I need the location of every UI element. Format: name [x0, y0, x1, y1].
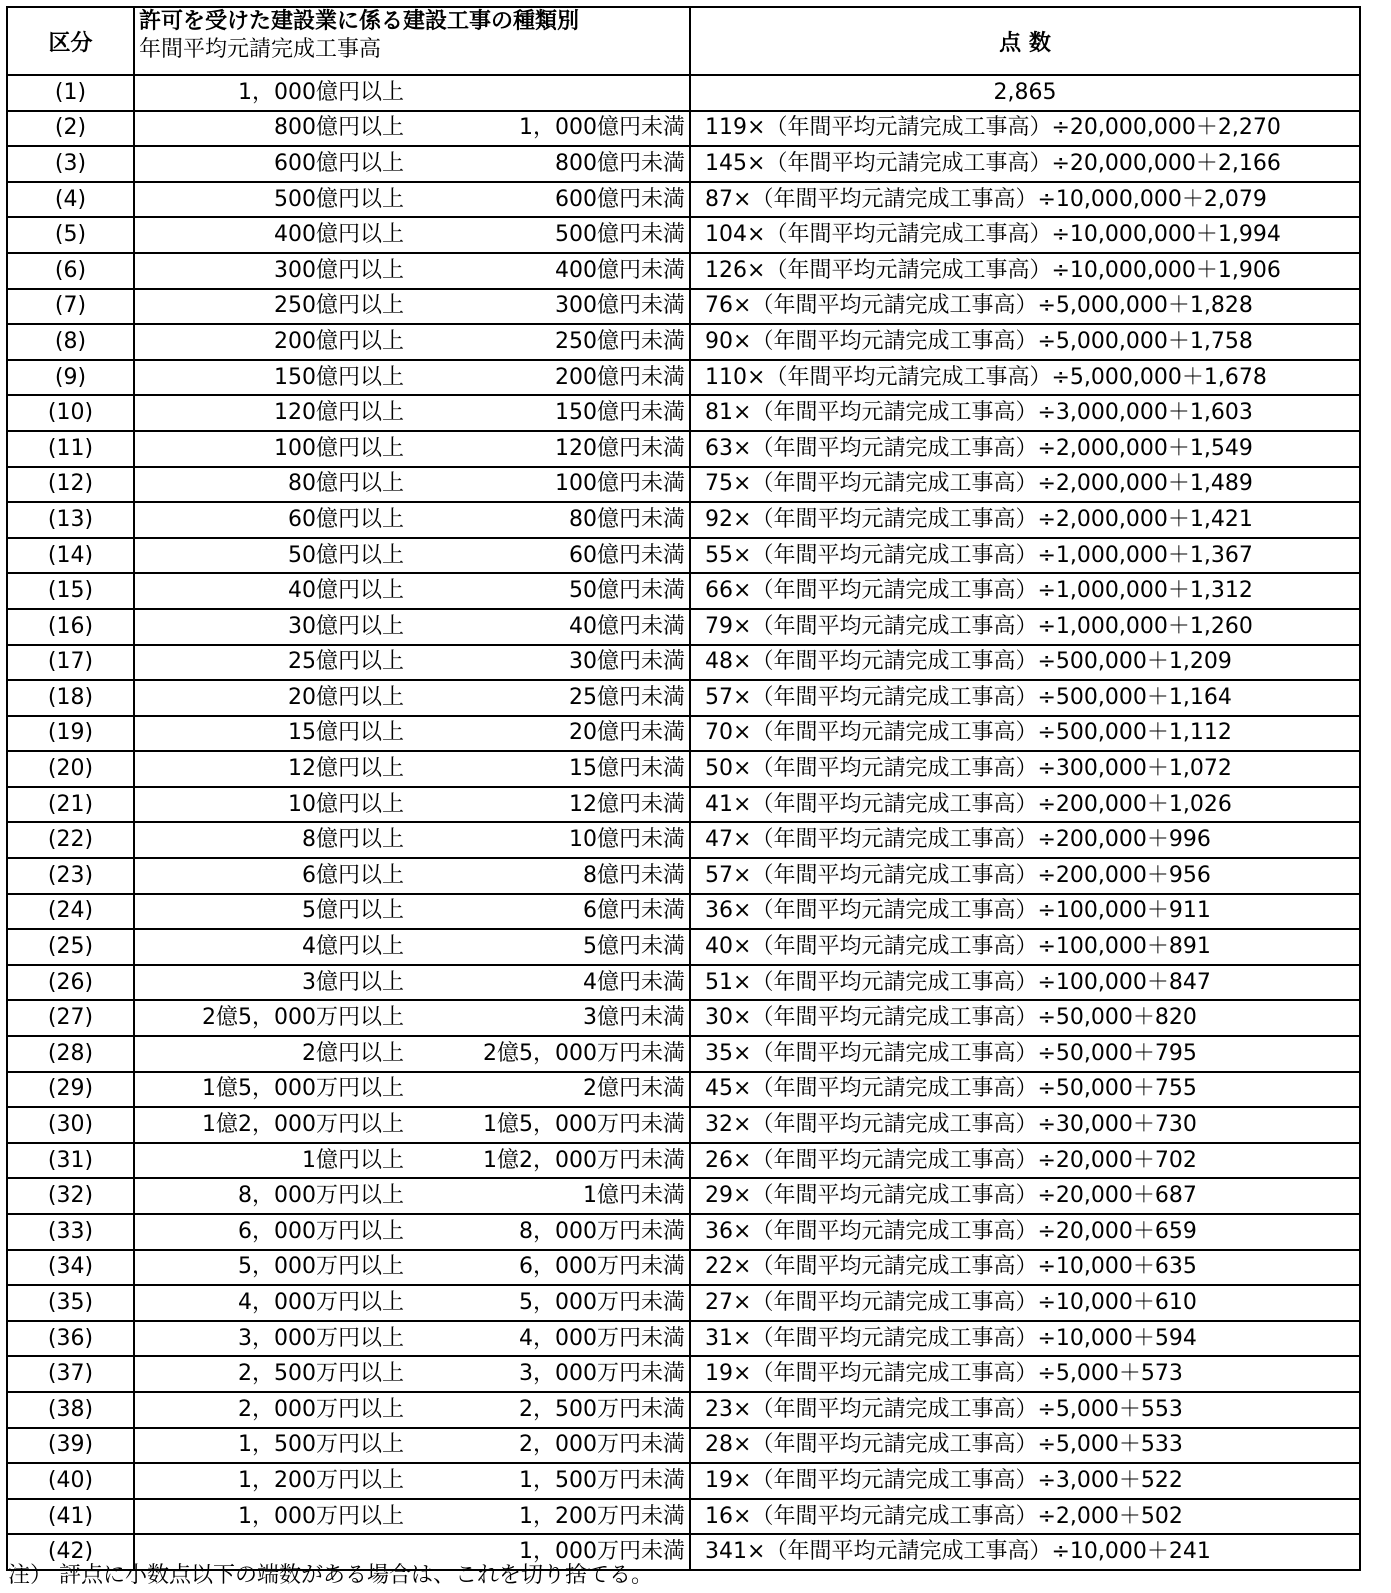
row-upper-bound: 100億円未満: [410, 467, 690, 503]
row-upper-bound: 3億円未満: [410, 1000, 690, 1036]
row-score-formula: 23×（年間平均元請完成工事高）÷5,000＋553: [690, 1392, 1360, 1428]
row-category-number: (32): [7, 1178, 134, 1214]
table-row: [7, 645, 1360, 681]
table-row: [7, 716, 1360, 752]
row-score-formula: 29×（年間平均元請完成工事高）÷20,000＋687: [690, 1178, 1360, 1214]
row-upper-bound: 1億2，000万円未満: [410, 1143, 690, 1179]
row-upper-bound: 600億円未満: [410, 182, 690, 218]
table-row: [7, 253, 1360, 289]
row-lower-bound: 12億円以上: [134, 751, 410, 787]
row-score-formula: 63×（年間平均元請完成工事高）÷2,000,000＋1,549: [690, 431, 1360, 467]
table-row: [7, 680, 1360, 716]
row-category-number: (5): [7, 217, 134, 253]
row-lower-bound: 1，000億円以上: [134, 75, 410, 111]
row-category-number: (1): [7, 75, 134, 111]
row-lower-bound: 3，000万円以上: [134, 1321, 410, 1357]
table-row: [7, 395, 1360, 431]
row-lower-bound: 10億円以上: [134, 787, 410, 823]
row-upper-bound: 150億円未満: [410, 395, 690, 431]
row-upper-bound: 800億円未満: [410, 146, 690, 182]
table-row: [7, 1463, 1360, 1499]
row-lower-bound: 500億円以上: [134, 182, 410, 218]
row-lower-bound: 25億円以上: [134, 645, 410, 681]
row-upper-bound: 300億円未満: [410, 289, 690, 325]
row-upper-bound: 6，000万円未満: [410, 1250, 690, 1286]
row-lower-bound: 80億円以上: [134, 467, 410, 503]
row-score-formula: 45×（年間平均元請完成工事高）÷50,000＋755: [690, 1072, 1360, 1108]
row-score-formula: 36×（年間平均元請完成工事高）÷20,000＋659: [690, 1214, 1360, 1250]
row-lower-bound: 2，500万円以上: [134, 1356, 410, 1392]
row-score-formula: 57×（年間平均元請完成工事高）÷200,000＋956: [690, 858, 1360, 894]
row-lower-bound: 120億円以上: [134, 395, 410, 431]
row-lower-bound: 60億円以上: [134, 502, 410, 538]
row-upper-bound: 80億円未満: [410, 502, 690, 538]
row-lower-bound: 1億5，000万円以上: [134, 1072, 410, 1108]
row-lower-bound: 3億円以上: [134, 965, 410, 1001]
table-row: [7, 858, 1360, 894]
row-score-formula: 41×（年間平均元請完成工事高）÷200,000＋1,026: [690, 787, 1360, 823]
row-lower-bound: 1億円以上: [134, 1143, 410, 1179]
row-lower-bound: 30億円以上: [134, 609, 410, 645]
row-lower-bound: 40億円以上: [134, 573, 410, 609]
row-category-number: (35): [7, 1285, 134, 1321]
header-score: 点 数: [690, 7, 1360, 75]
row-upper-bound: 20億円未満: [410, 716, 690, 752]
row-category-number: (7): [7, 289, 134, 325]
table-row: [7, 751, 1360, 787]
row-score-formula: 110×（年間平均元請完成工事高）÷5,000,000＋1,678: [690, 360, 1360, 396]
row-upper-bound: 15億円未満: [410, 751, 690, 787]
row-category-number: (34): [7, 1250, 134, 1286]
row-lower-bound: 4，000万円以上: [134, 1285, 410, 1321]
row-category-number: (37): [7, 1356, 134, 1392]
table-row: [7, 324, 1360, 360]
row-category-number: (23): [7, 858, 134, 894]
row-upper-bound: 12億円未満: [410, 787, 690, 823]
row-score-formula: 66×（年間平均元請完成工事高）÷1,000,000＋1,312: [690, 573, 1360, 609]
row-category-number: (31): [7, 1143, 134, 1179]
row-category-number: (28): [7, 1036, 134, 1072]
row-lower-bound: 6億円以上: [134, 858, 410, 894]
table-row: [7, 1250, 1360, 1286]
row-upper-bound: 60億円未満: [410, 538, 690, 574]
row-lower-bound: 250億円以上: [134, 289, 410, 325]
row-upper-bound: 40億円未満: [410, 609, 690, 645]
table-row: [7, 467, 1360, 503]
row-upper-bound: 50億円未満: [410, 573, 690, 609]
row-lower-bound: 1，500万円以上: [134, 1428, 410, 1464]
row-score-formula: 36×（年間平均元請完成工事高）÷100,000＋911: [690, 894, 1360, 930]
row-score-formula: 22×（年間平均元請完成工事高）÷10,000＋635: [690, 1250, 1360, 1286]
row-score-formula: 55×（年間平均元請完成工事高）÷1,000,000＋1,367: [690, 538, 1360, 574]
table-row: [7, 965, 1360, 1001]
row-upper-bound: 2，000万円未満: [410, 1428, 690, 1464]
row-category-number: (12): [7, 467, 134, 503]
row-upper-bound: 1億円未満: [410, 1178, 690, 1214]
row-lower-bound: 4億円以上: [134, 929, 410, 965]
row-category-number: (14): [7, 538, 134, 574]
row-lower-bound: 600億円以上: [134, 146, 410, 182]
row-category-number: (40): [7, 1463, 134, 1499]
row-score-formula: 76×（年間平均元請完成工事高）÷5,000,000＋1,828: [690, 289, 1360, 325]
row-upper-bound: 2，500万円未満: [410, 1392, 690, 1428]
table-row: [7, 1285, 1360, 1321]
row-score-formula: 27×（年間平均元請完成工事高）÷10,000＋610: [690, 1285, 1360, 1321]
row-score-formula: 28×（年間平均元請完成工事高）÷5,000＋533: [690, 1428, 1360, 1464]
table-row: [7, 1178, 1360, 1214]
row-category-number: (16): [7, 609, 134, 645]
header-sales-range: [134, 7, 690, 75]
row-score-formula: 341×（年間平均元請完成工事高）÷10,000＋241: [690, 1534, 1360, 1570]
row-upper-bound: [410, 75, 690, 111]
table-row: [7, 1392, 1360, 1428]
row-score-formula: 19×（年間平均元請完成工事高）÷5,000＋573: [690, 1356, 1360, 1392]
row-score-formula: 32×（年間平均元請完成工事高）÷30,000＋730: [690, 1107, 1360, 1143]
header-category: 区分: [7, 7, 134, 75]
row-category-number: (42): [7, 1534, 134, 1570]
row-score-formula: 79×（年間平均元請完成工事高）÷1,000,000＋1,260: [690, 609, 1360, 645]
table-row: [7, 75, 1360, 111]
table-row: [7, 1000, 1360, 1036]
table-row: [7, 360, 1360, 396]
row-score-formula: 47×（年間平均元請完成工事高）÷200,000＋996: [690, 822, 1360, 858]
table-row: [7, 1428, 1360, 1464]
row-upper-bound: 1，500万円未満: [410, 1463, 690, 1499]
table-row: [7, 1036, 1360, 1072]
row-score-formula: 35×（年間平均元請完成工事高）÷50,000＋795: [690, 1036, 1360, 1072]
row-upper-bound: 250億円未満: [410, 324, 690, 360]
row-upper-bound: 25億円未満: [410, 680, 690, 716]
row-upper-bound: 500億円未満: [410, 217, 690, 253]
row-lower-bound: 1億2，000万円以上: [134, 1107, 410, 1143]
row-lower-bound: 50億円以上: [134, 538, 410, 574]
row-upper-bound: 400億円未満: [410, 253, 690, 289]
row-category-number: (39): [7, 1428, 134, 1464]
row-score-formula: 119×（年間平均元請完成工事高）÷20,000,000＋2,270: [690, 111, 1360, 147]
table-row: [7, 573, 1360, 609]
row-score-formula: 26×（年間平均元請完成工事高）÷20,000＋702: [690, 1143, 1360, 1179]
row-lower-bound: 2億円以上: [134, 1036, 410, 1072]
row-category-number: (17): [7, 645, 134, 681]
row-score-formula: 30×（年間平均元請完成工事高）÷50,000＋820: [690, 1000, 1360, 1036]
row-category-number: (27): [7, 1000, 134, 1036]
row-category-number: (24): [7, 894, 134, 930]
row-score-formula: 145×（年間平均元請完成工事高）÷20,000,000＋2,166: [690, 146, 1360, 182]
table-row: [7, 1143, 1360, 1179]
footnote: 注） 評点に小数点以下の端数がある場合は、これを切り捨てる。: [8, 1563, 653, 1588]
table-row: [7, 1214, 1360, 1250]
table-row: [7, 217, 1360, 253]
row-upper-bound: 5，000万円未満: [410, 1285, 690, 1321]
row-category-number: (33): [7, 1214, 134, 1250]
row-upper-bound: 1，000万円未満: [410, 1534, 690, 1570]
row-upper-bound: 30億円未満: [410, 645, 690, 681]
row-category-number: (25): [7, 929, 134, 965]
table-row: [7, 609, 1360, 645]
table-row: [7, 111, 1360, 147]
row-upper-bound: 2億円未満: [410, 1072, 690, 1108]
row-upper-bound: 120億円未満: [410, 431, 690, 467]
table-row: [7, 1356, 1360, 1392]
row-upper-bound: 4億円未満: [410, 965, 690, 1001]
row-score-formula: 81×（年間平均元請完成工事高）÷3,000,000＋1,603: [690, 395, 1360, 431]
row-upper-bound: 8億円未満: [410, 858, 690, 894]
row-category-number: (8): [7, 324, 134, 360]
row-score-formula: 19×（年間平均元請完成工事高）÷3,000＋522: [690, 1463, 1360, 1499]
table-row: [7, 822, 1360, 858]
table-row: [7, 1499, 1360, 1535]
row-lower-bound: 1，200万円以上: [134, 1463, 410, 1499]
row-upper-bound: 10億円未満: [410, 822, 690, 858]
row-score-formula: 57×（年間平均元請完成工事高）÷500,000＋1,164: [690, 680, 1360, 716]
row-category-number: (21): [7, 787, 134, 823]
row-lower-bound: 2億5，000万円以上: [134, 1000, 410, 1036]
table-row: [7, 182, 1360, 218]
table-row: [7, 787, 1360, 823]
row-score-formula: 48×（年間平均元請完成工事高）÷500,000＋1,209: [690, 645, 1360, 681]
row-score-formula: 70×（年間平均元請完成工事高）÷500,000＋1,112: [690, 716, 1360, 752]
table-row: [7, 929, 1360, 965]
row-upper-bound: 1，000億円未満: [410, 111, 690, 147]
row-category-number: (36): [7, 1321, 134, 1357]
table-row: [7, 431, 1360, 467]
row-upper-bound: 2億5，000万円未満: [410, 1036, 690, 1072]
score-table: [6, 6, 1361, 1571]
row-score-formula: 16×（年間平均元請完成工事高）÷2,000＋502: [690, 1499, 1360, 1535]
row-lower-bound: 150億円以上: [134, 360, 410, 396]
row-lower-bound: 1，000万円以上: [134, 1499, 410, 1535]
row-lower-bound: 20億円以上: [134, 680, 410, 716]
row-category-number: (30): [7, 1107, 134, 1143]
row-category-number: (20): [7, 751, 134, 787]
row-upper-bound: 1，200万円未満: [410, 1499, 690, 1535]
header-sales-range-line1: 許可を受けた建設業に係る建設工事の種類別: [139, 9, 580, 34]
row-score-formula: 126×（年間平均元請完成工事高）÷10,000,000＋1,906: [690, 253, 1360, 289]
row-lower-bound: 300億円以上: [134, 253, 410, 289]
row-category-number: (26): [7, 965, 134, 1001]
row-category-number: (6): [7, 253, 134, 289]
row-score-formula: 87×（年間平均元請完成工事高）÷10,000,000＋2,079: [690, 182, 1360, 218]
row-lower-bound: 800億円以上: [134, 111, 410, 147]
table-row: [7, 146, 1360, 182]
row-score-formula: 40×（年間平均元請完成工事高）÷100,000＋891: [690, 929, 1360, 965]
row-score-formula: 104×（年間平均元請完成工事高）÷10,000,000＋1,994: [690, 217, 1360, 253]
table-row: [7, 894, 1360, 930]
row-lower-bound: 8億円以上: [134, 822, 410, 858]
row-score-formula: 90×（年間平均元請完成工事高）÷5,000,000＋1,758: [690, 324, 1360, 360]
row-category-number: (13): [7, 502, 134, 538]
row-score-formula: 51×（年間平均元請完成工事高）÷100,000＋847: [690, 965, 1360, 1001]
row-category-number: (18): [7, 680, 134, 716]
row-lower-bound: 8，000万円以上: [134, 1178, 410, 1214]
row-lower-bound: 2，000万円以上: [134, 1392, 410, 1428]
row-category-number: (19): [7, 716, 134, 752]
table-row: [7, 1321, 1360, 1357]
row-score-formula: 75×（年間平均元請完成工事高）÷2,000,000＋1,489: [690, 467, 1360, 503]
row-lower-bound: 5億円以上: [134, 894, 410, 930]
row-score-formula: 92×（年間平均元請完成工事高）÷2,000,000＋1,421: [690, 502, 1360, 538]
row-score-formula: 31×（年間平均元請完成工事高）÷10,000＋594: [690, 1321, 1360, 1357]
row-category-number: (11): [7, 431, 134, 467]
row-lower-bound: 200億円以上: [134, 324, 410, 360]
table-row: [7, 1107, 1360, 1143]
row-score-formula: 2,865: [690, 75, 1360, 111]
row-category-number: (41): [7, 1499, 134, 1535]
row-category-number: (38): [7, 1392, 134, 1428]
row-lower-bound: 15億円以上: [134, 716, 410, 752]
row-category-number: (15): [7, 573, 134, 609]
row-category-number: (4): [7, 182, 134, 218]
row-upper-bound: 4，000万円未満: [410, 1321, 690, 1357]
table-header-row: [7, 7, 1360, 75]
header-sales-range-line2: 年間平均元請完成工事高: [139, 37, 382, 62]
row-lower-bound: 6，000万円以上: [134, 1214, 410, 1250]
row-upper-bound: 6億円未満: [410, 894, 690, 930]
table-row: [7, 538, 1360, 574]
row-upper-bound: 3，000万円未満: [410, 1356, 690, 1392]
row-category-number: (9): [7, 360, 134, 396]
row-upper-bound: 1億5，000万円未満: [410, 1107, 690, 1143]
row-lower-bound: 100億円以上: [134, 431, 410, 467]
row-lower-bound: 5，000万円以上: [134, 1250, 410, 1286]
row-upper-bound: 5億円未満: [410, 929, 690, 965]
row-upper-bound: 8，000万円未満: [410, 1214, 690, 1250]
row-category-number: (22): [7, 822, 134, 858]
table-row: [7, 1072, 1360, 1108]
row-category-number: (29): [7, 1072, 134, 1108]
row-lower-bound: 400億円以上: [134, 217, 410, 253]
row-category-number: (2): [7, 111, 134, 147]
table-row: [7, 289, 1360, 325]
row-score-formula: 50×（年間平均元請完成工事高）÷300,000＋1,072: [690, 751, 1360, 787]
row-category-number: (10): [7, 395, 134, 431]
table-body: [7, 75, 1360, 1570]
row-category-number: (3): [7, 146, 134, 182]
table-row: [7, 502, 1360, 538]
row-upper-bound: 200億円未満: [410, 360, 690, 396]
